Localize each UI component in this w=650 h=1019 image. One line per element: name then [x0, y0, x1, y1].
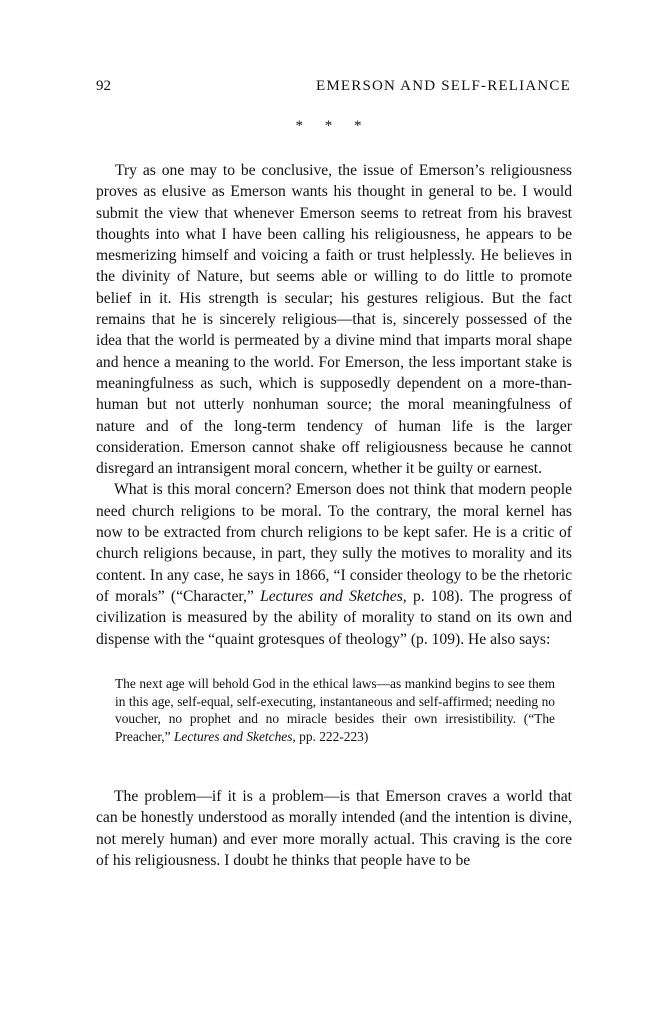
body-text — [96, 160, 572, 650]
paragraph-moral-concern-text-b: p. 108). The progress of civilization is measured by the ability of morality to stand on its own and dispense with the “quaint grotesques of theology” (p. 109). He also says: — [96, 587, 572, 648]
paragraph-moral-concern — [96, 479, 572, 649]
page-number: 92 — [96, 78, 111, 94]
block-quote-text-a: The next age will behold God in the ethical laws—as mankind begins to see them in this age, self-equal, self-executing, instantaneous and self-affirmed; needing no voucher, no prophet and no miracle besides their own irresistibility. (“The Preacher,” — [115, 676, 555, 744]
body-text-continued — [96, 786, 572, 871]
running-head: EMERSON AND SELF-RELIANCE — [315, 78, 571, 94]
block-quote-text — [115, 675, 555, 745]
paragraph-religiousness: Try as one may to be conclusive, the issue of Emerson’s religiousness proves as elusive as Emerson wants his thought in general to be. I would submit the view that whenever Emerson seems to retreat from his bravest thoughts into what I have been calling his religiousness, he appears to be mesmerizing himself and voicing a faith or trust helplessly. He believes in the divinity of Nature, but seems able or willing to do little to promote belief in it. His strength is secular; his gestures religious. But the fact remains that he is sincerely religious—that is, sincerely possessed of the idea that the world is permeated by a divine mind that imparts moral shape and hence a meaning to the world. For Emerson, the less important stake is meaningfulness as such, which is supposedly dependent on a more-than-human but not utterly nonhuman source; the moral meaningfulness of nature and of the long-term tendency of human life is the larger consideration. Emerson cannot shake off religiousness because he cannot disregard an intransigent moral concern, whether it be guilty or earnest. — [96, 162, 572, 478]
block-quote-book-title: Lectures and Sketches, — [173, 728, 296, 744]
paragraph-the-problem: The problem—if it is a problem—is that Emerson craves a world that can be honestly understood as morally intended (and the intention is divine, not merely human) and ever more morally actual. This craving is the core of his religiousness. I doubt he thinks that people have to be — [96, 788, 572, 869]
block-quote-citation: pp. 222-223) — [295, 728, 369, 744]
paragraph-moral-concern-text-a: What is this moral concern? Emerson does not think that modern people need church religions to be moral. To the contrary, the moral kernel has now to be extracted from church religions to be kept safer. He is a critic of church religions because, in part, they sully the motives to morality and its content. In any case, he says in 1866, “I consider theology to be the rhetoric of morals” (“Character,” — [96, 481, 572, 605]
book-title-lectures-and-sketches: Lectures and Sketches, — [260, 587, 407, 605]
block-quote — [115, 675, 555, 745]
page-header — [96, 78, 571, 98]
section-separator: * * * — [295, 118, 371, 134]
